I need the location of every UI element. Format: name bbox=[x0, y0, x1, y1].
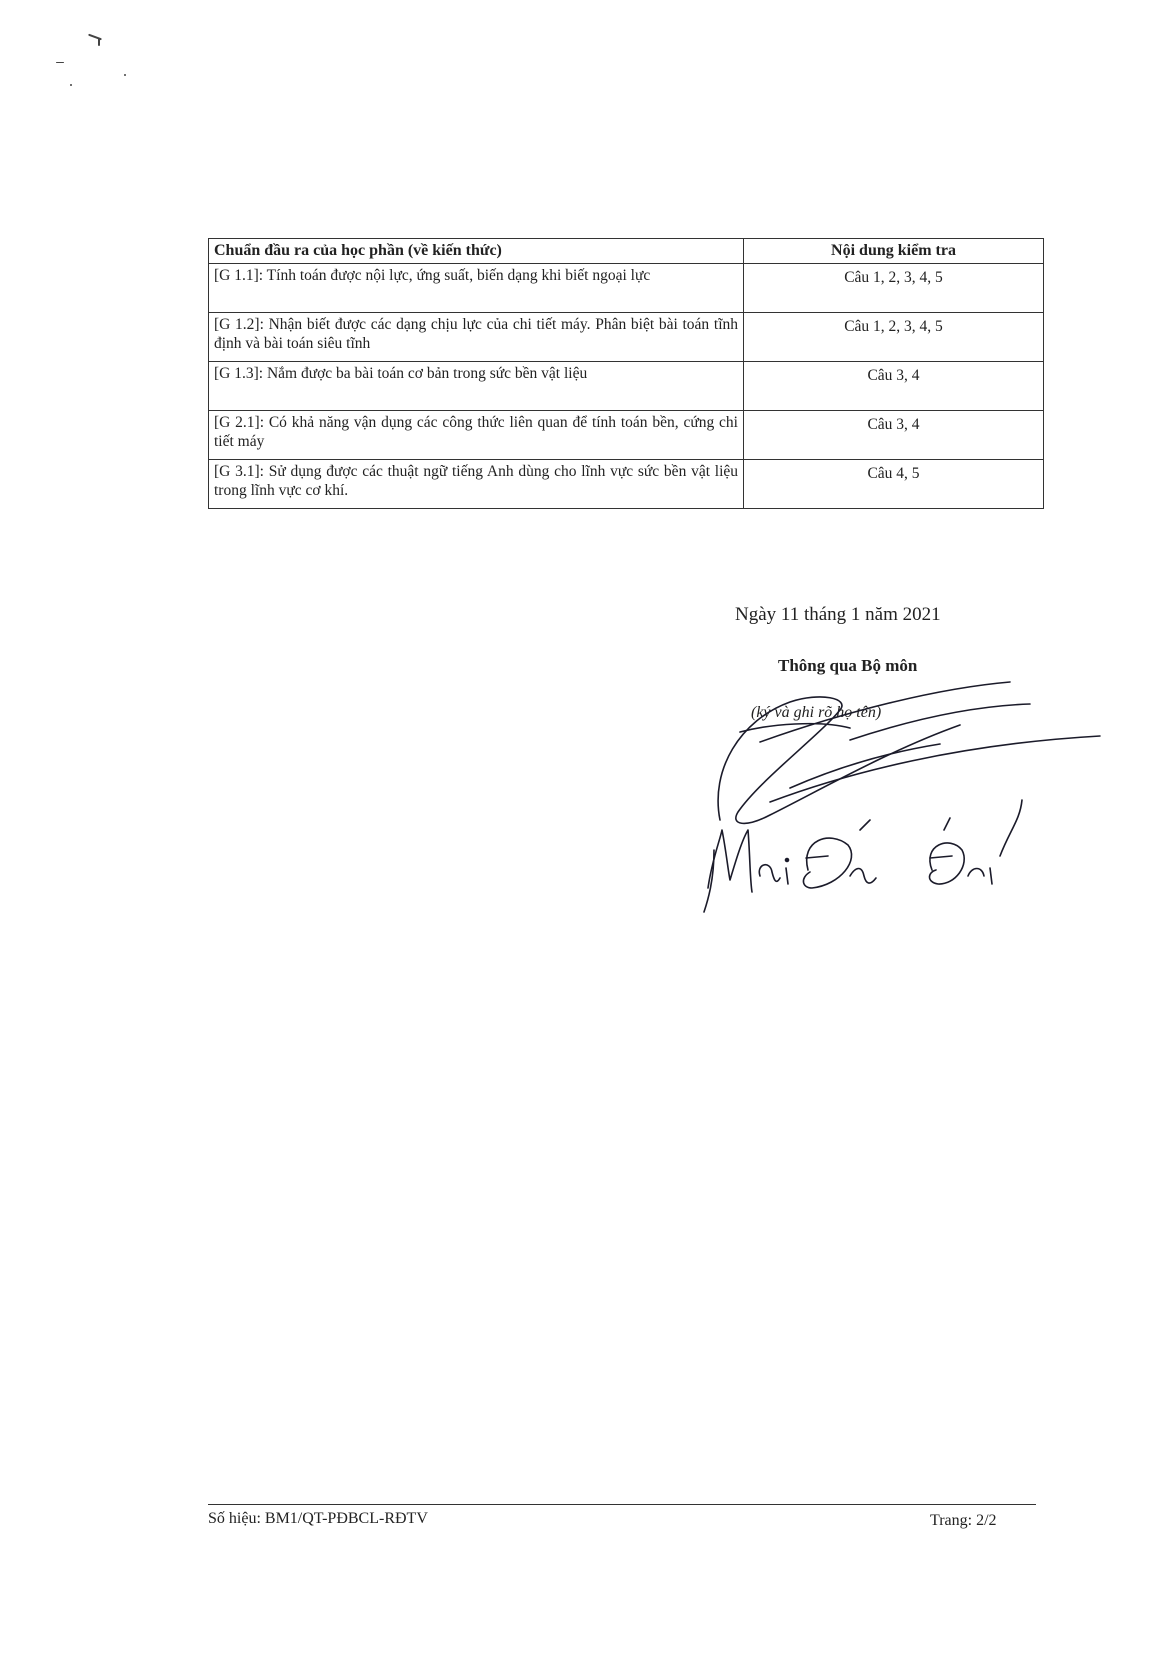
learning-outcome-table bbox=[208, 238, 1044, 509]
scan-speck bbox=[70, 84, 72, 86]
outcome-cell: [G 1.1]: Tính toán được nội lực, ứng suất, biến dạng khi biết ngoại lực bbox=[209, 264, 744, 313]
approval-title: Thông qua Bộ môn bbox=[778, 656, 918, 675]
header-outcome: Chuẩn đầu ra của học phần (về kiến thức) bbox=[209, 239, 744, 264]
scan-speck bbox=[98, 38, 100, 46]
table-row bbox=[209, 362, 1044, 411]
outcome-cell: [G 3.1]: Sử dụng được các thuật ngữ tiếng Anh dùng cho lĩnh vực sức bền vật liệu trong lĩnh vực cơ khí. bbox=[209, 460, 744, 509]
handwritten-signature bbox=[700, 680, 1120, 930]
table-header-row bbox=[209, 239, 1044, 264]
outcome-cell: [G 1.3]: Nắm được ba bài toán cơ bản trong sức bền vật liệu bbox=[209, 362, 744, 411]
table-row bbox=[209, 460, 1044, 509]
page-number: Trang: 2/2 bbox=[930, 1512, 997, 1529]
outcome-cell: [G 2.1]: Có khả năng vận dụng các công thức liên quan để tính toán bền, cứng chi tiết máy bbox=[209, 411, 744, 460]
test-content-cell: Câu 4, 5 bbox=[744, 460, 1044, 509]
header-test-content: Nội dung kiểm tra bbox=[744, 239, 1044, 264]
approval-date: Ngày 11 tháng 1 năm 2021 bbox=[735, 604, 941, 625]
document-code: Số hiệu: BM1/QT-PĐBCL-RĐTV bbox=[208, 1510, 428, 1527]
test-content-cell: Câu 1, 2, 3, 4, 5 bbox=[744, 313, 1044, 362]
test-content-cell: Câu 3, 4 bbox=[744, 362, 1044, 411]
scan-speck bbox=[124, 74, 126, 76]
table-row bbox=[209, 411, 1044, 460]
outcome-cell: [G 1.2]: Nhận biết được các dạng chịu lực của chi tiết máy. Phân biệt bài toán tĩnh định và bài toán siêu tĩnh bbox=[209, 313, 744, 362]
test-content-cell: Câu 3, 4 bbox=[744, 411, 1044, 460]
test-content-cell: Câu 1, 2, 3, 4, 5 bbox=[744, 264, 1044, 313]
approval-note: (ký và ghi rõ họ tên) bbox=[751, 704, 882, 721]
footer-divider bbox=[208, 1504, 1036, 1505]
table-row bbox=[209, 264, 1044, 313]
scan-speck bbox=[56, 62, 64, 63]
table-row bbox=[209, 313, 1044, 362]
